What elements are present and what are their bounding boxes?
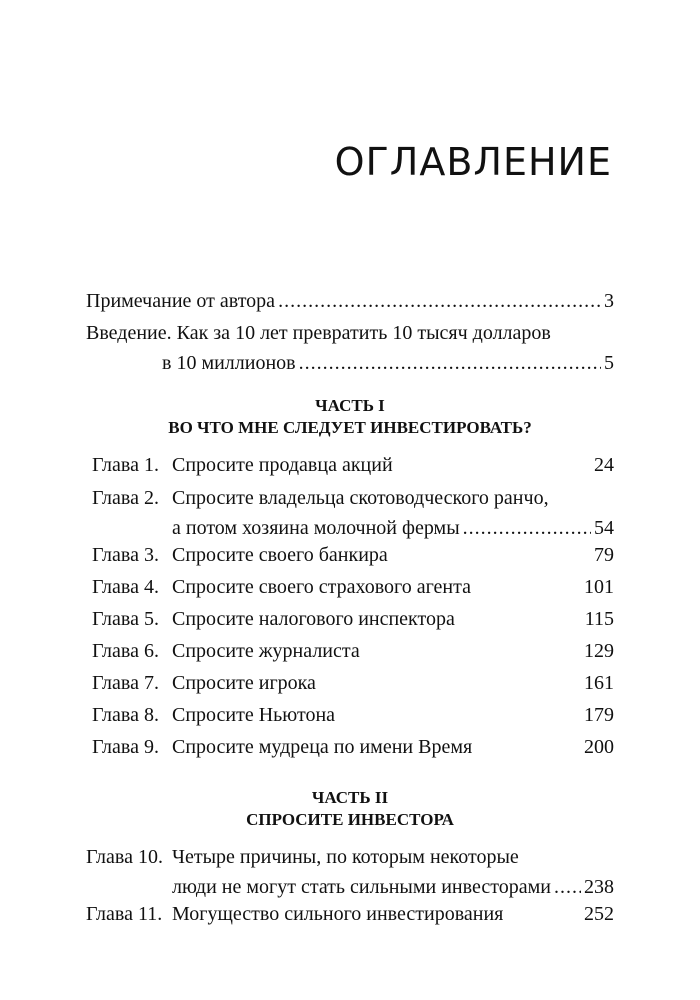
chapter-title: Спросите своего банкира <box>172 544 388 566</box>
chapter-label: Глава 8. <box>92 704 159 726</box>
chapter-label: Глава 10. <box>86 846 163 868</box>
chapter-title: Спросите журналиста <box>172 640 360 662</box>
toc-chapter-5[interactable] <box>92 604 614 634</box>
toc-chapter-6[interactable] <box>92 636 614 666</box>
chapter-title: Могущество сильного инвестирования <box>172 903 504 925</box>
chapter-title: Спросите своего страхового агента <box>172 576 471 598</box>
toc-page-number: 24 <box>594 454 614 476</box>
chapter-label: Глава 1. <box>92 454 159 476</box>
chapter-title: Четыре причины, по которым некоторые <box>172 846 519 868</box>
chapter-label: Глава 11. <box>86 903 163 925</box>
toc-page-number: 3 <box>604 290 614 312</box>
toc-page-number: 238 <box>584 876 614 898</box>
chapter-title: Спросите владельца скотоводческого ранчо, <box>172 487 549 509</box>
chapter-label: Глава 5. <box>92 608 159 630</box>
toc-entry-author-note[interactable] <box>86 286 614 316</box>
toc-entry-title-cont: в 10 миллионов <box>162 352 296 374</box>
dot-leader <box>278 286 601 316</box>
toc-chapter-2[interactable] <box>92 483 614 543</box>
toc-page-number: 79 <box>594 544 614 566</box>
chapter-title-cont: а потом хозяина молочной фермы <box>172 517 460 539</box>
chapter-label: Глава 4. <box>92 576 159 598</box>
toc-entry-introduction[interactable] <box>86 318 614 378</box>
dot-leader <box>463 513 591 543</box>
toc-page-number: 115 <box>584 608 614 630</box>
toc-page-number: 179 <box>584 704 614 726</box>
part-2-label: ЧАСТЬ II <box>311 788 389 807</box>
chapter-title: Спросите продавца акций <box>172 454 393 476</box>
chapter-label: Глава 7. <box>92 672 159 694</box>
chapter-label: Глава 6. <box>92 640 159 662</box>
toc-chapter-10[interactable] <box>86 842 614 902</box>
toc-page-number: 101 <box>584 576 614 598</box>
toc-chapter-8[interactable] <box>92 700 614 730</box>
dot-leader <box>554 872 581 902</box>
chapter-title: Спросите игрока <box>172 672 316 694</box>
part-1-heading: ВО ЧТО МНЕ СЛЕДУЕТ ИНВЕСТИРОВАТЬ? <box>168 418 532 437</box>
chapter-label: Глава 9. <box>92 736 159 758</box>
chapter-title: Спросите Ньютона <box>172 704 336 726</box>
toc-chapter-7[interactable] <box>92 668 614 698</box>
toc-page-number: 54 <box>594 517 614 539</box>
part-1-label: ЧАСТЬ I <box>315 396 385 415</box>
toc-entry-title: Примечание от автора <box>86 290 276 312</box>
toc-page-number: 200 <box>584 736 614 758</box>
page-title: ОГЛАВЛЕНИЕ <box>334 140 612 184</box>
chapter-label: Глава 3. <box>92 544 159 566</box>
toc-chapter-4[interactable] <box>92 572 614 602</box>
toc-chapter-3[interactable] <box>92 540 614 570</box>
toc-chapter-1[interactable] <box>92 450 614 480</box>
toc-chapter-11[interactable] <box>86 899 614 929</box>
toc-entry-title: Введение. Как за 10 лет превратить 10 тысяч долларов <box>86 322 551 344</box>
dot-leader <box>299 348 601 378</box>
chapter-title: Спросите мудреца по имени Время <box>172 736 473 758</box>
toc-page-number: 5 <box>604 352 614 374</box>
chapter-label: Глава 2. <box>92 487 159 509</box>
part-2-heading: СПРОСИТЕ ИНВЕСТОРА <box>246 810 454 829</box>
toc-page-number: 252 <box>584 903 614 925</box>
toc-chapter-9[interactable] <box>92 732 614 762</box>
chapter-title-cont: люди не могут стать сильными инвесторами <box>172 876 551 898</box>
chapter-title: Спросите налогового инспектора <box>172 608 455 630</box>
toc-page-number: 129 <box>584 640 614 662</box>
toc-page-number: 161 <box>584 672 614 694</box>
